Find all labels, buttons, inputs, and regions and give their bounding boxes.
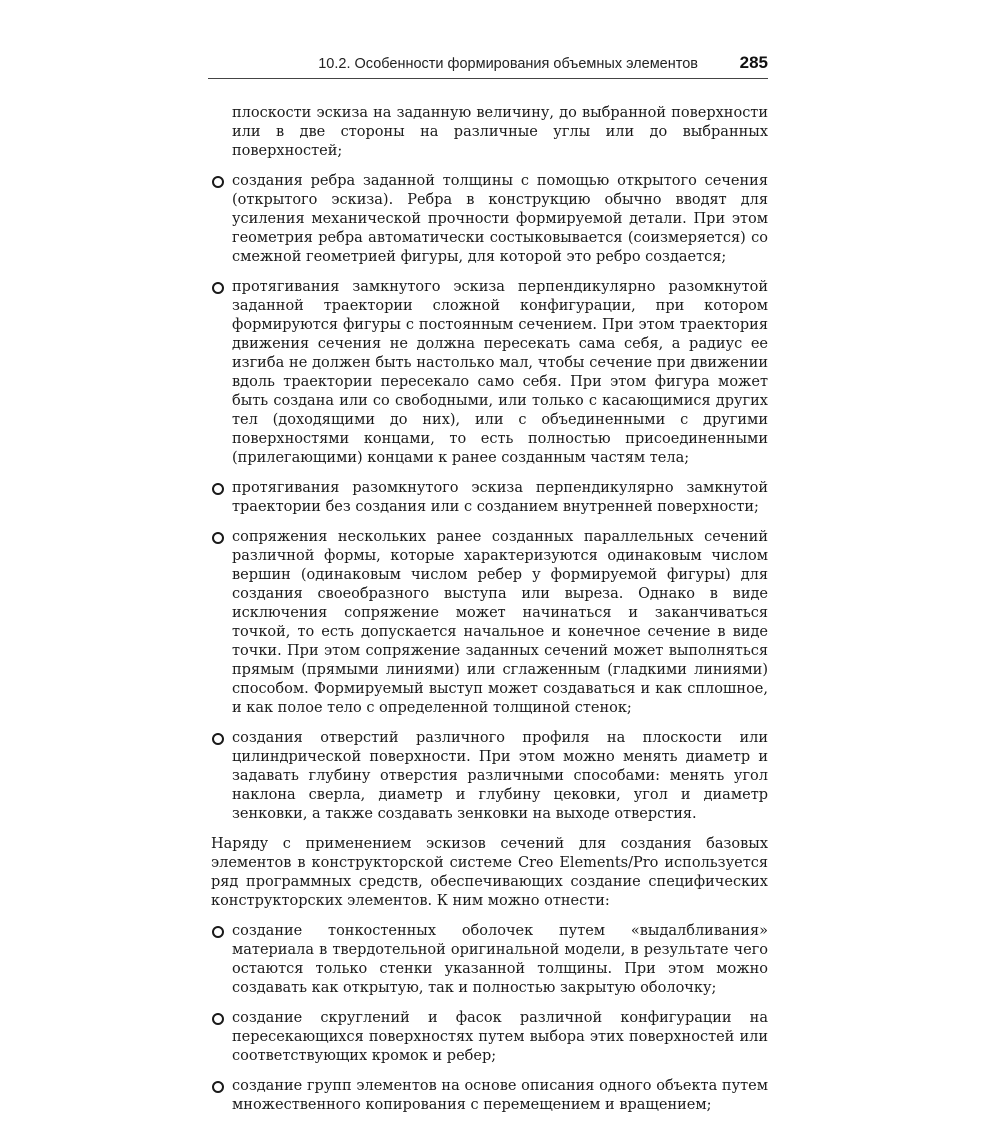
bullet-icon xyxy=(212,1013,224,1025)
bullet-icon xyxy=(212,733,224,745)
bullet-icon xyxy=(212,176,224,188)
page-body xyxy=(211,104,768,1126)
list-item-text: протягивания замкнутого эскиза перпендикулярно разомкнутой заданной траектории сложной конфигурации, при котором формируются фигуры с постоянным сечением. При этом траектория движения сечения не должна пересекать сама себя, а радиус ее изгиба не должен быть настолько мал, чтобы сечение при движении вдоль траектории пересекало само себя. При этом фигура может быть создана или со свободными, или только с касающимися других тел (доходящими до них), или с объединенными с другими поверхностями концами, то есть полностью присоединенными (прилегающими) концами к ранее созданным частям тела; xyxy=(232,279,768,466)
feature-list-1 xyxy=(211,172,768,824)
list-item-text: создания ребра заданной толщины с помощью открытого сечения (открытого эскиза). Ребра в конструкцию обычно вводят для усиления механической прочности формируемой детали. При этом геометрия ребра автоматически состыковывается (соизмеряется) со смежной геометрией фигуры, для которой это ребро создается; xyxy=(232,173,768,265)
list-item xyxy=(211,1077,768,1115)
bullet-icon xyxy=(212,282,224,294)
list-item-text: создание тонкостенных оболочек путем «выдалбливания» материала в твердотельной оригинальной модели, в результате чего остаются только стенки указанной толщины. При этом можно создавать как открытую, так и полностью закрытую оболочку; xyxy=(232,923,768,996)
running-header xyxy=(208,53,768,79)
bullet-icon xyxy=(212,1081,224,1093)
list-item xyxy=(211,479,768,517)
intro-continuation: плоскости эскиза на заданную величину, до выбранной поверхности или в две стороны на различные углы или до выбранных поверхностей; xyxy=(232,105,768,159)
list-item xyxy=(211,528,768,718)
bullet-icon xyxy=(212,532,224,544)
bullet-icon xyxy=(212,483,224,495)
list-item xyxy=(211,922,768,998)
list-item xyxy=(211,172,768,267)
bullet-icon xyxy=(212,926,224,938)
list-item-text: сопряжения нескольких ранее созданных параллельных сечений различной формы, которые характеризуются одинаковым числом вершин (одинаковым числом ребер у формируемой фигуры) для создания своеобразного выступа или выреза. Однако в виде исключения сопряжение может начинаться и заканчиваться точкой, то есть допускается начальное и конечное сечение в виде точки. При этом сопряжение заданных сечений может выполняться прямым (прямыми линиями) или сглаженным (гладкими линиями) способом. Формируемый выступ может создаваться и как сплошное, и как полое тело с определенной толщиной стенок; xyxy=(232,529,768,716)
list-item xyxy=(211,729,768,824)
feature-list-2 xyxy=(211,922,768,1115)
list-item-text: создание скруглений и фасок различной конфигурации на пересекающихся поверхностях путем выбора этих поверхностей или соответствующих кромок и ребер; xyxy=(232,1010,768,1064)
body-paragraph: Наряду с применением эскизов сечений для создания базовых элементов в конструкторской системе Creo Elements/Pro используется ряд программных средств, обеспечивающих создание специфических конструкторских элементов. К ним можно отнести: xyxy=(211,836,768,909)
list-item-text: создания отверстий различного профиля на плоскости или цилиндрической поверхности. При этом можно менять диаметр и задавать глубину отверстия различными способами: менять угол наклона сверла, диаметр и глубину цековки, угол и диаметр зенковки, а также создавать зенковки на выходе отверстия. xyxy=(232,730,768,822)
list-item xyxy=(211,278,768,468)
list-item-text: создание групп элементов на основе описания одного объекта путем множественного копирования с перемещением и вращением; xyxy=(232,1078,768,1113)
list-item-text: протягивания разомкнутого эскиза перпендикулярно замкнутой траектории без создания или с созданием внутренней поверхности; xyxy=(232,480,768,515)
header-title: 10.2. Особенности формирования объемных элементов xyxy=(318,56,698,72)
page-number: 285 xyxy=(739,53,768,72)
list-item xyxy=(211,1009,768,1066)
